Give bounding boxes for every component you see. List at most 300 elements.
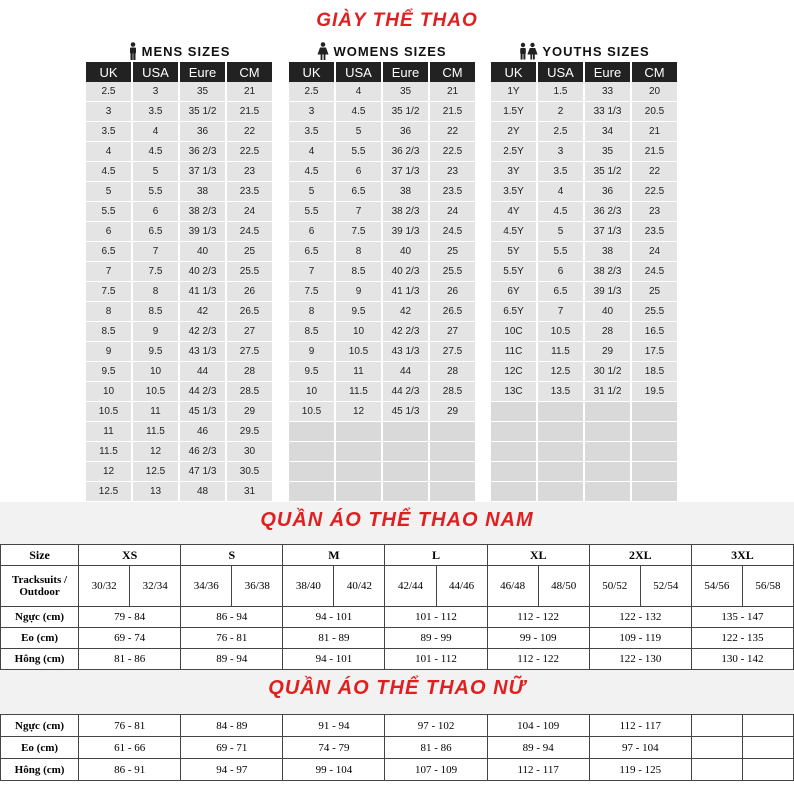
size-cell: 20	[632, 82, 677, 102]
size-cell: 8.5	[336, 262, 381, 282]
size-cell: 4Y	[491, 202, 536, 222]
size-cell: 40 2/3	[383, 262, 428, 282]
mens-heading	[84, 40, 274, 62]
size-row	[289, 102, 475, 122]
size-row	[491, 282, 677, 302]
column-header: Eure	[180, 62, 225, 82]
size-cell: 25	[227, 242, 272, 262]
size-cell	[632, 402, 677, 422]
size-cell: 1.5Y	[491, 102, 536, 122]
size-row	[86, 362, 272, 382]
measurement-cell: 69 - 74	[79, 628, 181, 649]
size-cell: 3	[133, 82, 178, 102]
size-cell: 44	[180, 362, 225, 382]
size-row	[289, 222, 475, 242]
size-cell	[430, 442, 475, 462]
size-cell: 4.5	[289, 162, 334, 182]
size-cell: 11.5	[336, 382, 381, 402]
measurement-cell: 69 - 71	[181, 737, 283, 759]
mens-heading-label: MENS SIZES	[141, 43, 231, 59]
size-row	[289, 82, 475, 102]
size-cell	[491, 442, 536, 462]
size-cell	[585, 422, 630, 442]
size-row	[491, 162, 677, 182]
size-cell: 6Y	[491, 282, 536, 302]
size-row	[86, 102, 272, 122]
size-cell: 2.5	[86, 82, 131, 102]
size-cell: 29	[430, 402, 475, 422]
tracksuit-size-cell: 44/46	[436, 566, 487, 607]
size-cell: 12.5	[133, 462, 178, 482]
measurement-cell: 74 - 79	[283, 737, 385, 759]
size-cell: 5.5	[336, 142, 381, 162]
size-cell: 24.5	[227, 222, 272, 242]
tracksuit-size-cell: 46/48	[487, 566, 538, 607]
size-cell: 12.5	[86, 482, 131, 502]
size-cell: 2.5	[538, 122, 583, 142]
womens-size-table	[287, 62, 477, 522]
size-cell	[538, 462, 583, 482]
size-cell: 10	[86, 382, 131, 402]
size-cell: 5	[133, 162, 178, 182]
tracksuit-size-cell: 38/40	[283, 566, 334, 607]
size-cell: 38	[585, 242, 630, 262]
size-cell: 12C	[491, 362, 536, 382]
size-cell: 4.5	[538, 202, 583, 222]
empty-cell	[742, 759, 793, 781]
measurement-cell: 94 - 97	[181, 759, 283, 781]
womens-size-table-block	[287, 40, 477, 522]
size-cell: 10.5	[336, 342, 381, 362]
size-cell	[491, 422, 536, 442]
size-cell: 22	[430, 122, 475, 142]
size-row	[289, 142, 475, 162]
size-cell: 3.5Y	[491, 182, 536, 202]
empty-cell	[691, 759, 742, 781]
size-cell: 36	[585, 182, 630, 202]
measurement-cell: 122 - 132	[589, 607, 691, 628]
tracksuit-size-cell: 54/56	[691, 566, 742, 607]
size-cell: 27.5	[227, 342, 272, 362]
size-cell: 6.5	[86, 242, 131, 262]
size-cell	[632, 442, 677, 462]
size-cell: 17.5	[632, 342, 677, 362]
tracksuit-size-cell: 42/44	[385, 566, 436, 607]
measurement-cell: 79 - 84	[79, 607, 181, 628]
measurement-label: Eo (cm)	[1, 628, 79, 649]
size-cell: 10.5	[86, 402, 131, 422]
size-cell: 39 1/3	[180, 222, 225, 242]
size-cell	[289, 422, 334, 442]
size-cell: 34	[585, 122, 630, 142]
measurement-cell: 109 - 119	[589, 628, 691, 649]
size-cell: 33	[585, 82, 630, 102]
size-cell: 7	[538, 302, 583, 322]
mens-size-table	[84, 62, 274, 522]
size-cell: 40 2/3	[180, 262, 225, 282]
size-cell: 7.5	[336, 222, 381, 242]
man-icon	[128, 42, 138, 60]
size-header-cell: XS	[79, 545, 181, 566]
size-row	[86, 422, 272, 442]
size-cell: 6	[86, 222, 131, 242]
measurement-cell: 89 - 94	[487, 737, 589, 759]
size-row	[491, 342, 677, 362]
size-cell: 5	[538, 222, 583, 242]
size-cell: 36 2/3	[180, 142, 225, 162]
size-cell: 10.5	[538, 322, 583, 342]
size-cell: 6	[538, 262, 583, 282]
size-row	[491, 222, 677, 242]
tracksuit-size-cell: 56/58	[742, 566, 793, 607]
size-cell: 7	[336, 202, 381, 222]
size-cell: 4.5	[86, 162, 131, 182]
measurement-cell: 91 - 94	[283, 715, 385, 737]
header-row	[86, 62, 272, 82]
size-row	[86, 122, 272, 142]
measurement-cell: 112 - 122	[487, 607, 589, 628]
measurement-row	[1, 737, 794, 759]
size-cell: 43 1/3	[383, 342, 428, 362]
tracksuit-size-cell: 34/36	[181, 566, 232, 607]
measurement-cell: 135 - 147	[691, 607, 793, 628]
size-cell: 11.5	[86, 442, 131, 462]
size-cell	[632, 462, 677, 482]
size-cell: 42	[180, 302, 225, 322]
measurement-cell: 81 - 86	[385, 737, 487, 759]
size-cell: 9	[336, 282, 381, 302]
size-cell: 36 2/3	[383, 142, 428, 162]
measurement-cell: 97 - 102	[385, 715, 487, 737]
size-cell: 26	[430, 282, 475, 302]
size-cell: 11	[336, 362, 381, 382]
size-row	[86, 462, 272, 482]
size-cell: 46	[180, 422, 225, 442]
size-cell: 3.5	[289, 122, 334, 142]
size-cell: 3.5	[133, 102, 178, 122]
measurement-row	[1, 759, 794, 781]
measurement-row	[1, 649, 794, 670]
size-cell: 8	[289, 302, 334, 322]
size-cell: 6.5	[133, 222, 178, 242]
size-cell	[632, 422, 677, 442]
size-cell: 2Y	[491, 122, 536, 142]
column-header: CM	[632, 62, 677, 82]
size-cell	[585, 402, 630, 422]
size-row	[491, 122, 677, 142]
empty-row	[491, 402, 677, 422]
size-cell	[383, 422, 428, 442]
tracksuit-size-cell: 36/38	[232, 566, 283, 607]
size-cell: 35	[180, 82, 225, 102]
empty-row	[491, 462, 677, 482]
empty-row	[491, 482, 677, 502]
size-cell: 27	[430, 322, 475, 342]
size-label: Size	[1, 545, 79, 566]
size-cell: 44 2/3	[180, 382, 225, 402]
size-cell: 46 2/3	[180, 442, 225, 462]
size-cell: 48	[180, 482, 225, 502]
size-row	[86, 442, 272, 462]
size-cell: 13C	[491, 382, 536, 402]
column-header: UK	[289, 62, 334, 82]
size-cell: 10.5	[289, 402, 334, 422]
size-cell: 22.5	[227, 142, 272, 162]
size-cell	[289, 462, 334, 482]
size-cell: 7.5	[133, 262, 178, 282]
size-row	[491, 302, 677, 322]
size-cell: 39 1/3	[585, 282, 630, 302]
measurement-cell: 76 - 81	[79, 715, 181, 737]
size-cell: 6.5	[538, 282, 583, 302]
size-row	[491, 382, 677, 402]
size-cell: 31 1/2	[585, 382, 630, 402]
size-cell: 36	[383, 122, 428, 142]
size-header-row	[1, 545, 794, 566]
size-cell: 21	[632, 122, 677, 142]
measurement-cell: 122 - 135	[691, 628, 793, 649]
measurement-cell: 112 - 117	[487, 759, 589, 781]
size-row	[491, 242, 677, 262]
size-cell: 1.5	[538, 82, 583, 102]
measurement-cell: 104 - 109	[487, 715, 589, 737]
size-cell: 8	[336, 242, 381, 262]
size-cell: 30	[227, 442, 272, 462]
size-row	[289, 342, 475, 362]
size-cell: 10	[336, 322, 381, 342]
size-cell: 35 1/2	[383, 102, 428, 122]
measurement-cell: 89 - 94	[181, 649, 283, 670]
measurement-cell: 89 - 99	[385, 628, 487, 649]
size-cell	[538, 422, 583, 442]
column-header: USA	[133, 62, 178, 82]
size-cell	[383, 462, 428, 482]
size-cell: 38	[180, 182, 225, 202]
size-cell	[538, 442, 583, 462]
size-row	[86, 342, 272, 362]
size-cell: 37 1/3	[383, 162, 428, 182]
size-cell: 39 1/3	[383, 222, 428, 242]
womens-heading	[287, 40, 477, 62]
size-cell: 4	[86, 142, 131, 162]
size-cell: 3	[289, 102, 334, 122]
size-cell: 13.5	[538, 382, 583, 402]
size-cell: 9.5	[336, 302, 381, 322]
size-header-cell: S	[181, 545, 283, 566]
size-cell: 35 1/2	[585, 162, 630, 182]
size-cell: 42 2/3	[180, 322, 225, 342]
empty-cell	[742, 715, 793, 737]
size-cell: 41 1/3	[383, 282, 428, 302]
size-cell: 7	[86, 262, 131, 282]
size-cell: 4	[336, 82, 381, 102]
header-row	[491, 62, 677, 82]
tracksuit-size-cell: 50/52	[589, 566, 640, 607]
size-cell: 12	[336, 402, 381, 422]
size-cell: 42	[383, 302, 428, 322]
size-cell: 44	[383, 362, 428, 382]
size-row	[86, 382, 272, 402]
size-cell: 23.5	[227, 182, 272, 202]
shoe-section-title: GIÀY THỂ THAO	[316, 10, 478, 31]
empty-row	[491, 442, 677, 462]
size-row	[491, 182, 677, 202]
column-header: UK	[86, 62, 131, 82]
empty-row	[289, 482, 475, 502]
size-cell: 26.5	[227, 302, 272, 322]
size-cell: 35	[585, 142, 630, 162]
size-row	[289, 322, 475, 342]
size-cell: 35 1/2	[180, 102, 225, 122]
size-cell: 24	[632, 242, 677, 262]
size-cell	[585, 462, 630, 482]
men-clothing-table	[0, 544, 794, 670]
measurement-cell: 94 - 101	[283, 649, 385, 670]
size-cell: 12	[86, 462, 131, 482]
youths-size-table	[489, 62, 679, 522]
size-cell	[538, 402, 583, 422]
size-cell: 16.5	[632, 322, 677, 342]
size-cell: 3.5	[86, 122, 131, 142]
column-header: CM	[227, 62, 272, 82]
size-cell: 29	[227, 402, 272, 422]
size-cell: 19.5	[632, 382, 677, 402]
size-cell: 9.5	[133, 342, 178, 362]
size-cell	[289, 482, 334, 502]
size-cell: 4	[538, 182, 583, 202]
size-cell	[491, 402, 536, 422]
measurement-label: Hông (cm)	[1, 649, 79, 670]
size-row	[289, 282, 475, 302]
mens-size-table-block	[84, 40, 274, 522]
size-cell: 24	[430, 202, 475, 222]
size-cell: 25.5	[430, 262, 475, 282]
size-cell: 5.5	[133, 182, 178, 202]
size-cell: 28	[430, 362, 475, 382]
measurement-cell: 99 - 109	[487, 628, 589, 649]
size-cell: 5.5Y	[491, 262, 536, 282]
size-cell: 5	[289, 182, 334, 202]
size-cell: 37 1/3	[585, 222, 630, 242]
womens-heading-label: WOMENS SIZES	[333, 43, 447, 59]
size-cell: 38 2/3	[383, 202, 428, 222]
size-cell: 20.5	[632, 102, 677, 122]
measurement-label: Ngực (cm)	[1, 715, 79, 737]
size-cell: 37 1/3	[180, 162, 225, 182]
size-cell: 26	[227, 282, 272, 302]
size-cell: 9	[86, 342, 131, 362]
children-icon	[518, 42, 538, 60]
size-cell: 11.5	[133, 422, 178, 442]
size-cell: 45 1/3	[180, 402, 225, 422]
size-cell: 6.5	[336, 182, 381, 202]
size-cell: 7	[133, 242, 178, 262]
size-cell	[336, 442, 381, 462]
tracksuits-label: Tracksuits / Outdoor	[1, 566, 79, 607]
youths-heading	[489, 40, 679, 62]
size-cell: 7.5	[86, 282, 131, 302]
measurement-cell: 84 - 89	[181, 715, 283, 737]
size-cell: 8.5	[133, 302, 178, 322]
size-cell: 2.5	[289, 82, 334, 102]
size-cell: 2	[538, 102, 583, 122]
column-header: UK	[491, 62, 536, 82]
size-cell: 10	[133, 362, 178, 382]
size-cell	[383, 482, 428, 502]
size-cell: 27.5	[430, 342, 475, 362]
measurement-label: Eo (cm)	[1, 737, 79, 759]
size-cell	[430, 462, 475, 482]
size-cell: 21	[227, 82, 272, 102]
size-cell: 1Y	[491, 82, 536, 102]
size-row	[86, 82, 272, 102]
size-row	[289, 302, 475, 322]
size-row	[289, 122, 475, 142]
measurement-cell: 94 - 101	[283, 607, 385, 628]
size-cell: 47 1/3	[180, 462, 225, 482]
empty-row	[289, 422, 475, 442]
size-cell	[383, 442, 428, 462]
tracksuit-size-cell: 30/32	[79, 566, 130, 607]
size-cell: 4.5Y	[491, 222, 536, 242]
tracksuit-size-cell: 32/34	[130, 566, 181, 607]
size-cell: 10C	[491, 322, 536, 342]
size-cell: 5	[86, 182, 131, 202]
size-cell: 45 1/3	[383, 402, 428, 422]
size-cell: 29	[585, 342, 630, 362]
measurement-cell: 112 - 122	[487, 649, 589, 670]
size-row	[86, 202, 272, 222]
size-cell	[538, 482, 583, 502]
size-cell: 5	[336, 122, 381, 142]
size-cell: 30.5	[227, 462, 272, 482]
size-cell: 28.5	[227, 382, 272, 402]
size-cell: 23	[632, 202, 677, 222]
size-row	[491, 262, 677, 282]
measurement-cell: 86 - 91	[79, 759, 181, 781]
size-cell: 43 1/3	[180, 342, 225, 362]
measurement-cell: 119 - 125	[589, 759, 691, 781]
size-cell	[491, 482, 536, 502]
size-cell: 23.5	[430, 182, 475, 202]
size-row	[491, 82, 677, 102]
size-row	[86, 242, 272, 262]
size-cell: 4.5	[133, 142, 178, 162]
size-cell: 9.5	[86, 362, 131, 382]
size-cell: 23	[227, 162, 272, 182]
column-header: USA	[336, 62, 381, 82]
size-cell: 6	[133, 202, 178, 222]
column-header: Eure	[383, 62, 428, 82]
size-cell: 2.5Y	[491, 142, 536, 162]
size-cell	[289, 442, 334, 462]
size-row	[289, 202, 475, 222]
size-cell: 7.5	[289, 282, 334, 302]
size-row	[289, 262, 475, 282]
size-cell: 26.5	[430, 302, 475, 322]
column-header: Eure	[585, 62, 630, 82]
size-cell: 40	[180, 242, 225, 262]
size-cell: 4	[289, 142, 334, 162]
size-cell	[585, 482, 630, 502]
size-cell: 6.5Y	[491, 302, 536, 322]
size-header-cell: L	[385, 545, 487, 566]
size-row	[86, 182, 272, 202]
size-cell: 5.5	[289, 202, 334, 222]
tracksuit-size-cell: 52/54	[640, 566, 691, 607]
size-cell: 8	[86, 302, 131, 322]
size-row	[86, 162, 272, 182]
